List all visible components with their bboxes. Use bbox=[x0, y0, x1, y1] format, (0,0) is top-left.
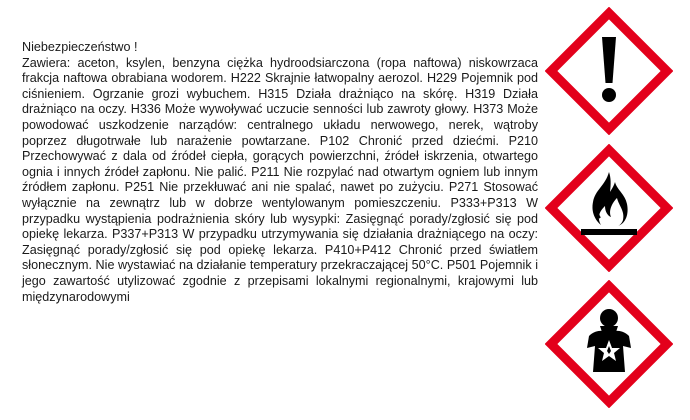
ghs-exclamation-pictogram bbox=[545, 7, 673, 135]
signal-word: Niebezpieczeństwo ! bbox=[22, 40, 138, 54]
health-hazard-icon bbox=[545, 280, 673, 408]
hazard-statements: Zawiera: aceton, ksylen, benzyna ciężka hydroodsiarczona (ropa naftowa) niskowrzaca frakcja naftowa obrabiana wodorem. H222 Skrajnie łatwopalny aerozol. H229 Pojemnik pod ciśnieniem. Ogrzanie grozi wybuchem. H315 Działa drażniąco na skórę. H319 Działa drażniąco na oczy. H336 Może wywoływać uczucie senności lub zawroty głowy. H373 Może powodować uszkodzenie narządów: centralnego układu nerwowego, nerek, wątroby poprzez długotrwałe lub narażenie powtarzane. P102 Chronić przed dziećmi. P210 Przechowywać z dala od źródeł ciepła, gorących powierzchni, źródeł iskrzenia, otwartego ognia i innych źródeł zapłonu. Nie palić. P211 Nie rozpylać nad otwartym ogniem lub innym źródłem zapłonu. P251 Nie przekłuwać ani nie spalać, nawet po zużyciu. P271 Stosować wyłącznie na zewnątrz lub w dobrze wentylowanym pomieszczeniu. P333+P313 W przypadku wystąpienia podrażnienia skóry lub wysypki: Zasięgnąć porady/zgłosić się pod opiekę lekarza. P337+P313 W przypadku utrzymywania się działania drażniącego na oczy: Zasięgnąć porady/zgłosić się pod opiekę lekarza. P410+P412 Chronić przed światłem słonecznym. Nie wystawiać na działanie temperatury przekraczającej 50°C. P501 Pojemnik i jego zawartość utylizować zgodnie z przepisami lokalnymi regionalnymi, krajowymi lub międzynarodowymi bbox=[22, 55, 538, 304]
ghs-health-hazard-pictogram bbox=[545, 280, 673, 408]
ghs-flame-pictogram bbox=[545, 144, 673, 272]
hazard-label-text bbox=[22, 40, 538, 305]
exclamation-mark-icon bbox=[545, 7, 673, 135]
flame-icon bbox=[545, 144, 673, 272]
